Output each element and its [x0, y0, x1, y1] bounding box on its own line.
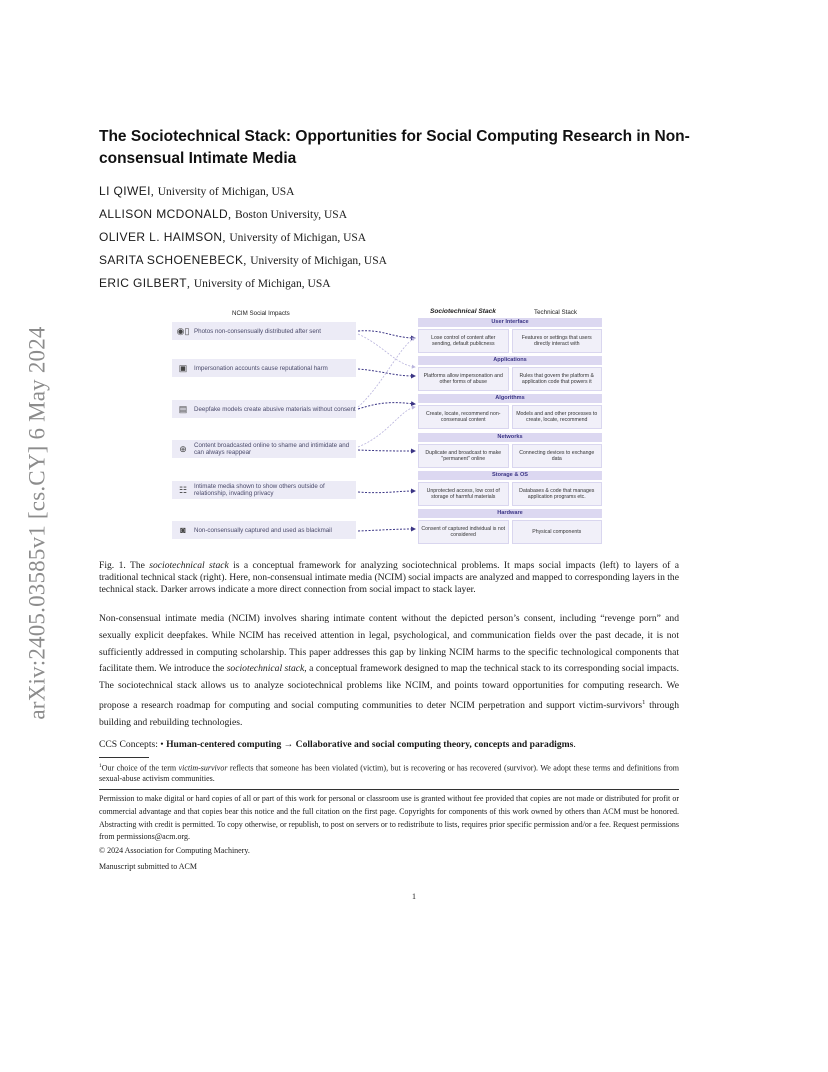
layer-social-cell: Duplicate and broadcast to make "permanent" online: [418, 444, 509, 468]
manuscript-line: Manuscript submitted to ACM: [99, 862, 197, 871]
sociotechnical-stack-heading: Sociotechnical Stack: [430, 308, 496, 315]
layer-technical-cell: Rules that govern the platform & application code that powers it: [512, 367, 603, 391]
footnote-ref[interactable]: 1: [642, 698, 646, 706]
globe-icon: ⊕: [179, 443, 187, 454]
arrow-direct: [358, 403, 415, 409]
ccs-concepts: [99, 738, 699, 752]
footnote: [99, 761, 679, 784]
layer-social-cell: Lose control of content after sending, default publicness: [418, 329, 509, 353]
impact-text: Deepfake models create abusive materials without consent: [194, 405, 356, 413]
caption-term: sociotechnical stack: [149, 560, 229, 571]
impact-to-layer-arrows: [168, 305, 608, 545]
footnote-text: Our choice of the term: [101, 763, 179, 773]
arrow-indirect: [358, 338, 415, 407]
people-network-icon: ☷: [178, 484, 188, 495]
arrow-direct: [358, 491, 415, 493]
layer-technical-cell: Physical components: [512, 520, 603, 544]
impact-text: Content broadcasted online to shame and intimidate and can always reappear: [194, 442, 350, 456]
abstract-text: , a conceptual framework designed to map the technical stack to its corresponding social impacts. The sociotechnical stack allows us to analyze sociotechnical problems like NCIM, and points toward opportunities for computing research. We propose a research roadmap for computing and social computing communities to deter NCIM perpetration and support victim-survivors: [99, 663, 679, 712]
layer-social-cell: Platforms allow impersonation and other forms of abuse: [418, 367, 509, 391]
arrow-direct: [358, 450, 415, 451]
ccs-concept: Human-centered computing → Collaborative and social computing theory, concepts and paradigms: [166, 739, 574, 750]
arrow-direct: [358, 331, 415, 338]
arrow-direct: [358, 529, 415, 531]
author-entry: OLIVER L. HAIMSON, University of Michigan, USA: [99, 230, 367, 244]
arxiv-identifier-stamp: [20, 288, 56, 758]
permission-divider: [99, 789, 679, 790]
layer-technical-cell: Databases & code that manages application programs etc.: [512, 482, 603, 506]
arxiv-id-text: arXiv:2405.03585v1 [cs.CY] 6 May 2024: [25, 326, 50, 720]
sociotechnical-stack-figure: [168, 305, 608, 545]
impact-text: Intimate media shown to show others outside of relationship, invading privacy: [194, 483, 325, 497]
ai-document-icon: ▤: [178, 403, 188, 414]
abstract-text: through building and rebuilding technologies.: [99, 700, 679, 728]
layer-social-cell: Consent of captured individual is not considered: [418, 520, 509, 544]
layer-technical-cell: Features or settings that users directly interact with: [512, 329, 603, 353]
eye-phone-icon: ◉▯: [176, 325, 190, 336]
author-name: SARITA SCHOENEBECK: [99, 253, 244, 267]
author-entry: LI QIWEI, University of Michigan, USA: [99, 184, 295, 198]
layer-title: Storage & OS: [418, 471, 602, 480]
impact-text: Impersonation accounts cause reputational harm: [194, 364, 328, 372]
camera-icon: ◙: [180, 524, 186, 535]
ccs-end: .: [573, 739, 576, 750]
ccs-label: CCS Concepts: •: [99, 739, 167, 750]
footnote-mark: 1: [99, 763, 102, 769]
author-name: LI QIWEI: [99, 184, 151, 198]
caption-label: Fig. 1. The: [99, 560, 150, 571]
figure-caption: [99, 560, 679, 597]
author-name: ALLISON MCDONALD: [99, 207, 229, 221]
footnote-text: reflects that someone has been violated (victim), but is recovering or has recovered (survivor). We adopt these terms and definitions from sexual-abuse activism communities.: [99, 763, 679, 784]
layer-technical-cell: Models and and other processes to create, locate, recommend: [512, 405, 603, 429]
layer-title: Networks: [418, 433, 602, 442]
layer-title: Applications: [418, 356, 602, 365]
footnote-divider: [99, 757, 149, 758]
arrow-indirect: [358, 334, 415, 367]
abstract-text: Non-consensual intimate media (NCIM) involves sharing intimate content without the depicted person’s consent, including “revenge porn” and sexually explicit deepfakes. While NCIM has received attention in legal, psychological, and communication fields over the past decade, it is not sufficiently addressed in computing scholarship. This paper addresses this gap by linking NCIM harms to the specific technological components that facilitate them. We introduce the: [99, 613, 679, 675]
monitor-user-icon: ▣: [178, 362, 188, 373]
permission-notice: Permission to make digital or hard copies of all or part of this work for personal or classroom use is granted without fee provided that copies are not made or distributed for profit or commercial advantage and that copies bear this notice and the full citation on the first page. Copyrights for components of this work owned by others than ACM must be honored. Abstracting with credit is permitted. To copy otherwise, or republish, to post on servers or to redistribute to lists, requires prior specific permission and/or a fee. Request permissions from permissions@acm.org.: [99, 794, 679, 842]
author-entry: ERIC GILBERT, University of Michigan, USA: [99, 276, 331, 290]
layer-social-cell: Create, locate, recommend non-consensual content: [418, 405, 509, 429]
abstract: [99, 611, 679, 732]
impact-text: Photos non-consensually distributed after sent: [194, 327, 321, 335]
author-affiliation: University of Michigan, USA: [250, 255, 387, 267]
impact-text: Non-consensually captured and used as blackmail: [194, 526, 332, 534]
copyright-line: © 2024 Association for Computing Machinery.: [99, 846, 250, 855]
layer-title: Algorithms: [418, 394, 602, 403]
layer-social-cell: Unprotected access, low cost of storage of harmful materials: [418, 482, 509, 506]
technical-stack-heading: Technical Stack: [534, 309, 577, 316]
author-affiliation: Boston University, USA: [234, 209, 348, 221]
author-affiliation: University of Michigan, USA: [229, 232, 367, 244]
footnote-term: victim-survivor: [178, 763, 228, 773]
author-entry: SARITA SCHOENEBECK, University of Michigan, USA: [99, 253, 387, 267]
arrow-direct: [358, 369, 415, 376]
author-entry: ALLISON MCDONALD, Boston University, USA: [99, 207, 348, 221]
author-name: OLIVER L. HAIMSON: [99, 230, 223, 244]
impacts-heading: NCIM Social Impacts: [232, 310, 290, 317]
page-number: 1: [412, 892, 416, 901]
author-affiliation: University of Michigan, USA: [157, 186, 295, 198]
layer-title: User Interface: [418, 318, 602, 327]
caption-text: is a conceptual framework for analyzing sociotechnical problems. It maps social impacts (left) to layers of a traditional technical stack (right). Here, non-consensual intimate media (NCIM) social impacts are analyzed and mapped to corresponding layers in the technical stack. Darker arrows indicate a more direct connection from social impact to stack layer.: [99, 560, 679, 596]
author-affiliation: University of Michigan, USA: [193, 278, 331, 290]
paper-title: The Sociotechnical Stack: Opportunities for Social Computing Research in Non-consensual Intimate Media: [99, 128, 690, 167]
abstract-term: sociotechnical stack: [226, 663, 305, 675]
author-name: ERIC GILBERT: [99, 276, 187, 290]
author-list: [99, 180, 387, 295]
layer-title: Hardware: [418, 509, 602, 518]
layer-technical-cell: Connecting devices to exchange data: [512, 444, 603, 468]
arrow-indirect: [358, 407, 415, 447]
